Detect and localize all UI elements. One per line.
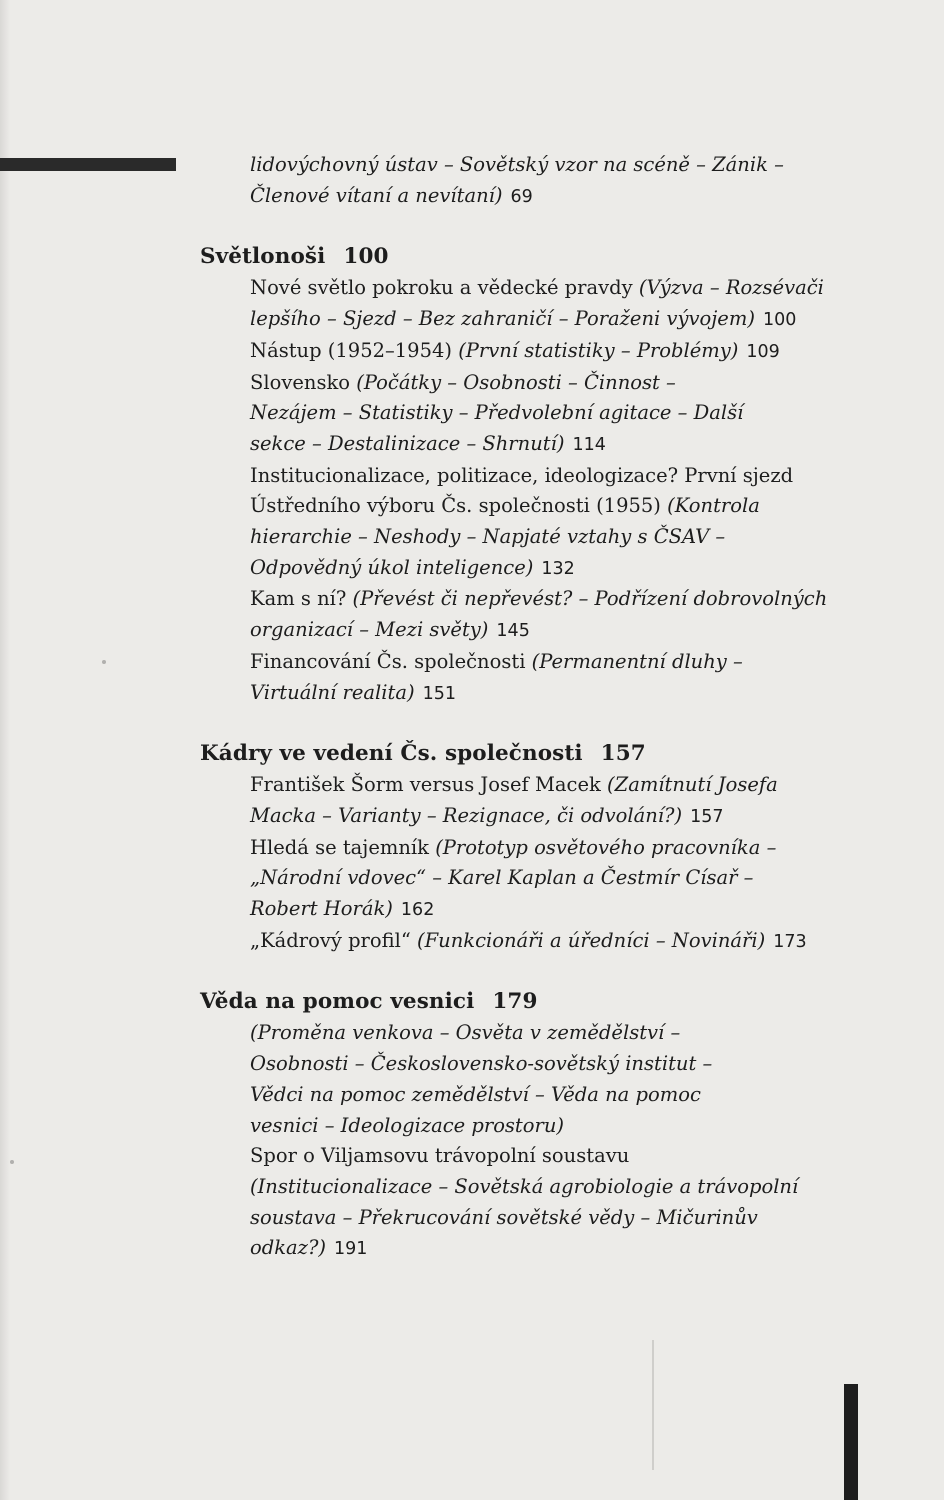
- entry-line: [250, 1172, 880, 1203]
- toc-section: [200, 986, 880, 1265]
- entry-title: Kam s ní?: [250, 587, 353, 611]
- subtopics-text: (První statistiky – Problémy): [458, 338, 739, 362]
- subtopics-text: Vědci na pomoc zemědělství – Věda na pomoc: [250, 1082, 701, 1106]
- page-number: 69: [510, 186, 533, 207]
- entry-line: [250, 336, 880, 368]
- page-number: 109: [746, 341, 780, 362]
- toc-entry: [200, 1141, 880, 1265]
- toc-section: [200, 241, 880, 709]
- page-number: 145: [496, 621, 530, 642]
- page-edge: [0, 0, 10, 1500]
- page-number: 114: [572, 434, 606, 455]
- entry-line: [250, 863, 880, 894]
- entry-line: [250, 491, 880, 522]
- section-page-number: 157: [600, 741, 646, 767]
- subtopics-text: vesnici – Ideologizace prostoru): [250, 1113, 564, 1137]
- toc-entry: [200, 926, 880, 958]
- toc-entry: [200, 273, 880, 335]
- entry-line: [250, 1203, 880, 1234]
- entry-title: „Kádrový profil“: [250, 928, 418, 952]
- entry-title: Institucionalizace, politizace, ideologizace? První sjezd: [250, 463, 794, 487]
- entry-line: [250, 647, 880, 678]
- entry-line: [250, 770, 880, 801]
- subtopics-text: Virtuální realita): [250, 680, 415, 704]
- entry-line: [250, 678, 880, 710]
- page-number: 173: [773, 931, 807, 952]
- subtopics-text: (Funkcionáři a úředníci – Novináři): [417, 928, 766, 952]
- toc-entry: [200, 1018, 880, 1141]
- entry-line: [250, 1018, 880, 1049]
- subtopics-text: (Počátky – Osobnosti – Činnost –: [356, 370, 676, 394]
- subtopics-text: (Institucionalizace – Sovětská agrobiologie a trávopolní: [250, 1174, 799, 1198]
- subtopics-text: lepšího – Sjezd – Bez zahraničí – Poraženi vývojem): [250, 307, 755, 331]
- entry-title: Nástup (1952–1954): [250, 338, 459, 362]
- subtopics-text: (Kontrola: [667, 494, 760, 518]
- subtopics-text: soustava – Překrucování sovětské vědy – Mičurinův: [250, 1205, 758, 1229]
- section-heading: [200, 986, 880, 1018]
- entry-line: [250, 894, 880, 926]
- subtopics-text: lidovýchovný ústav – Sovětský vzor na scéně – Zánik –: [250, 153, 784, 176]
- table-of-contents: [200, 150, 880, 1294]
- entry-line: [250, 429, 880, 461]
- entry-title: Financování Čs. společnosti: [250, 649, 532, 673]
- subtopics-text: Macka – Varianty – Rezignace, či odvolání?): [250, 803, 683, 827]
- page-number: 151: [422, 683, 456, 704]
- toc-entry: [200, 336, 880, 368]
- section-page-number: 100: [343, 244, 389, 270]
- toc-section: [200, 738, 880, 957]
- entry-line: [250, 833, 880, 864]
- entry-line: [250, 1049, 880, 1080]
- section-title: Světlonoši: [200, 244, 326, 270]
- subtopics-text: organizací – Mezi světy): [250, 618, 489, 642]
- entry-line: [250, 273, 880, 304]
- entry-line: [250, 926, 880, 958]
- continued-entry: [200, 150, 880, 212]
- entry-line: [250, 584, 880, 615]
- entry-line: [250, 801, 880, 833]
- speck: [102, 660, 106, 664]
- entry-line: [250, 522, 880, 553]
- subtopics-text: Nezájem – Statistiky – Předvolební agitace – Další: [250, 401, 744, 425]
- toc-entry: [200, 368, 880, 461]
- show-through-mark: [652, 1340, 654, 1470]
- entry-line: [250, 615, 880, 647]
- subtopics-text: sekce – Destalinizace – Shrnutí): [250, 431, 565, 455]
- subtopics-text: Osobnosti – Československo-sovětský institut –: [250, 1052, 713, 1076]
- page-number: 157: [690, 806, 724, 827]
- toc-entry: [200, 833, 880, 926]
- entry-line: [250, 1080, 880, 1111]
- toc-entry: [200, 770, 880, 832]
- section-heading: [200, 241, 880, 273]
- subtopics-text: (Prototyp osvětového pracovníka –: [435, 835, 777, 859]
- subtopics-text: (Permanentní dluhy –: [531, 649, 743, 673]
- entry-line: [250, 553, 880, 585]
- entry-title: Spor o Viljamsovu trávopolní soustavu: [250, 1144, 630, 1168]
- page-number: 132: [541, 558, 575, 579]
- entry-title: Ústředního výboru Čs. společnosti (1955): [250, 494, 668, 518]
- section-title: Kádry ve vedení Čs. společnosti: [200, 741, 583, 767]
- entry-line: [250, 461, 880, 492]
- subtopics-text: (Zamítnutí Josefa: [607, 773, 778, 797]
- entry-line: [250, 1111, 880, 1142]
- entry-title: Hledá se tajemník: [250, 835, 436, 859]
- subtopics-text: Členové vítaní a nevítaní): [250, 183, 503, 207]
- subtopics-text: „Národní vdovec“ – Karel Kaplan a Čestmír Císař –: [250, 866, 754, 890]
- subtopics-text: odkaz?): [250, 1236, 327, 1260]
- page-number: 100: [762, 310, 797, 331]
- page-number: 162: [400, 900, 435, 921]
- entry-title: Slovensko: [250, 370, 357, 394]
- toc-entry: [200, 461, 880, 585]
- continued-entry-section: [200, 150, 880, 212]
- entry-line: [250, 181, 880, 213]
- chapter-rule-right: [844, 1384, 858, 1500]
- entry-line: [250, 304, 880, 336]
- subtopics-text: (Proměna venkova – Osvěta v zemědělství –: [250, 1021, 681, 1045]
- section-page-number: 179: [492, 989, 538, 1015]
- subtopics-text: (Převést či nepřevést? – Podřízení dobrovolných: [352, 587, 828, 611]
- entry-line: [250, 150, 880, 181]
- chapter-rule-top: [0, 158, 176, 171]
- entry-line: [250, 1233, 880, 1265]
- toc-entry: [200, 647, 880, 709]
- toc-entry: [200, 584, 880, 646]
- page-number: 191: [334, 1239, 368, 1260]
- subtopics-text: hierarchie – Neshody – Napjaté vztahy s ČSAV –: [250, 525, 726, 549]
- entry-title: Nové světlo pokroku a vědecké pravdy: [250, 276, 639, 300]
- entry-line: [250, 368, 880, 399]
- entry-line: [250, 398, 880, 429]
- subtopics-text: Odpovědný úkol inteligence): [250, 555, 534, 579]
- subtopics-text: (Výzva – Rozsévači: [638, 276, 824, 300]
- entry-line: [250, 1141, 880, 1172]
- subtopics-text: Robert Horák): [250, 897, 393, 921]
- section-heading: [200, 738, 880, 770]
- entry-title: František Šorm versus Josef Macek: [250, 773, 608, 797]
- section-title: Věda na pomoc vesnici: [200, 989, 475, 1015]
- speck: [10, 1160, 14, 1164]
